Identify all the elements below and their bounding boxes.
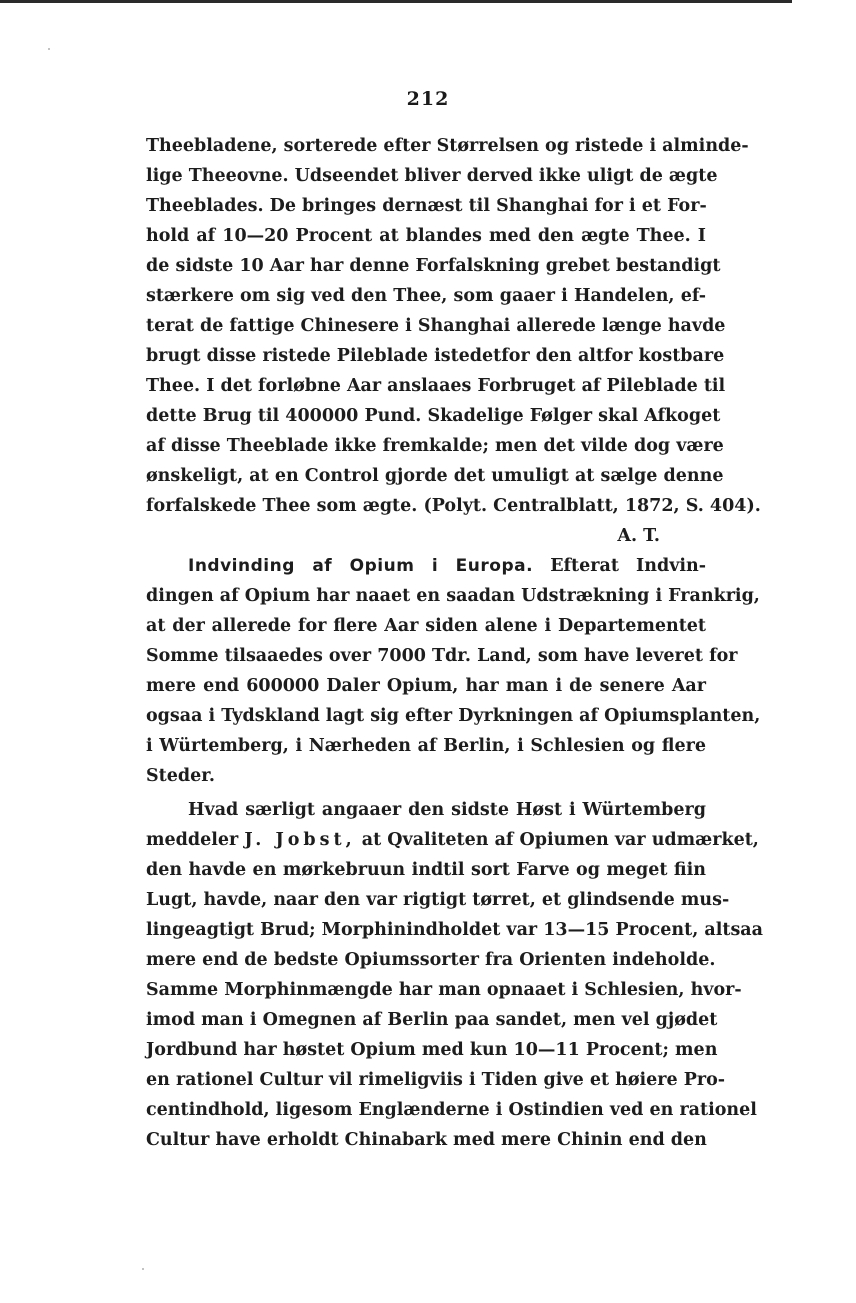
- text-line: Jordbund har høstet Opium med kun 10—11 Procent; men: [146, 1040, 718, 1060]
- text-line: imod man i Omegnen af Berlin paa sandet, men vel gjødet: [146, 1010, 718, 1030]
- text-line: i Würtemberg, i Nærheden af Berlin, i Schlesien og flere: [146, 736, 706, 756]
- text-line: dingen af Opium har naaet en saadan Udstrækning i Frankrig,: [146, 586, 760, 606]
- person-name: J. Jobst,: [244, 830, 356, 850]
- text-line: ønskeligt, at en Control gjorde det umuligt at sælge denne: [146, 466, 724, 486]
- text-line: mere end de bedste Opiumssorter fra Orienten indeholde.: [146, 950, 716, 970]
- section-opium-europe: [146, 551, 761, 791]
- text-line: terat de fattige Chinesere i Shanghai allerede længe havde: [146, 316, 726, 336]
- text-line: Hvad særligt angaaer den sidste Høst i Würtemberg: [188, 800, 706, 820]
- text-line: at der allerede for flere Aar siden alene i Departementet: [146, 616, 706, 636]
- page-body: [146, 131, 763, 1155]
- heading-line-continuation: Efterat Indvin-: [550, 556, 706, 576]
- paragraph-tea-adulteration: [146, 131, 761, 551]
- text-line: Thee. I det forløbne Aar anslaaes Forbruget af Pileblade til: [146, 376, 726, 396]
- text-line: centindhold, ligesom Englænderne i Ostindien ved en rationel: [146, 1100, 757, 1120]
- text-fragment: meddeler: [146, 830, 239, 850]
- text-line: Theeblades. De bringes dernæst til Shanghai for i et For-: [146, 196, 707, 216]
- text-line: dette Brug til 400000 Pund. Skadelige Følger skal Afkoget: [146, 406, 721, 426]
- text-line: de sidste 10 Aar har denne Forfalskning grebet bestandigt: [146, 256, 721, 276]
- text-line: ogsaa i Tydskland lagt sig efter Dyrkningen af Opiumsplanten,: [146, 706, 761, 726]
- text-fragment: at Qvaliteten af Opiumen var udmærket,: [361, 830, 759, 850]
- scan-speck: [48, 48, 50, 50]
- text-line: forfalskede Thee som ægte. (Polyt. Centralblatt, 1872, S. 404).: [146, 496, 761, 516]
- scan-speck: [142, 1268, 144, 1270]
- text-line: brugt disse ristede Pileblade istedetfor den altfor kostbare: [146, 346, 725, 366]
- text-line: Theebladene, sorterede efter Størrelsen og ristede i alminde-: [146, 136, 749, 156]
- text-line: mere end 600000 Daler Opium, har man i de senere Aar: [146, 676, 706, 696]
- text-line: en rationel Cultur vil rimeligviis i Tiden give et høiere Pro-: [146, 1070, 726, 1090]
- text-line: Steder.: [146, 766, 215, 786]
- text-line: stærkere om sig ved den Thee, som gaaer i Handelen, ef-: [146, 286, 706, 306]
- text-line: Lugt, havde, naar den var rigtigt tørret, et glindsende mus-: [146, 890, 730, 910]
- text-line: Samme Morphinmængde har man opnaaet i Schlesien, hvor-: [146, 980, 742, 1000]
- page-top-edge: [0, 0, 792, 3]
- text-line: lige Theeovne. Udseendet bliver derved ikke uligt de ægte: [146, 166, 718, 186]
- section-heading: Indvinding af Opium i Europa.: [188, 556, 534, 576]
- section-first-line: [146, 551, 706, 581]
- text-line: af disse Theeblade ikke fremkalde; men det vilde dog være: [146, 436, 724, 456]
- page-number: 212: [406, 88, 450, 110]
- text-line: Cultur have erholdt Chinabark med mere Chinin end den: [146, 1130, 707, 1150]
- text-line: den havde en mørkebruun indtil sort Farve og meget fiin: [146, 860, 706, 880]
- author-signature: A. T.: [617, 526, 660, 546]
- text-line-with-name: [146, 825, 759, 855]
- text-line: Somme tilsaaedes over 7000 Tdr. Land, som have leveret for: [146, 646, 738, 666]
- paragraph-wurtemberg-harvest: [146, 795, 763, 1155]
- text-line: hold af 10—20 Procent at blandes med den ægte Thee. I: [146, 226, 706, 246]
- text-line: lingeagtigt Brud; Morphinindholdet var 13—15 Procent, altsaa: [146, 920, 763, 940]
